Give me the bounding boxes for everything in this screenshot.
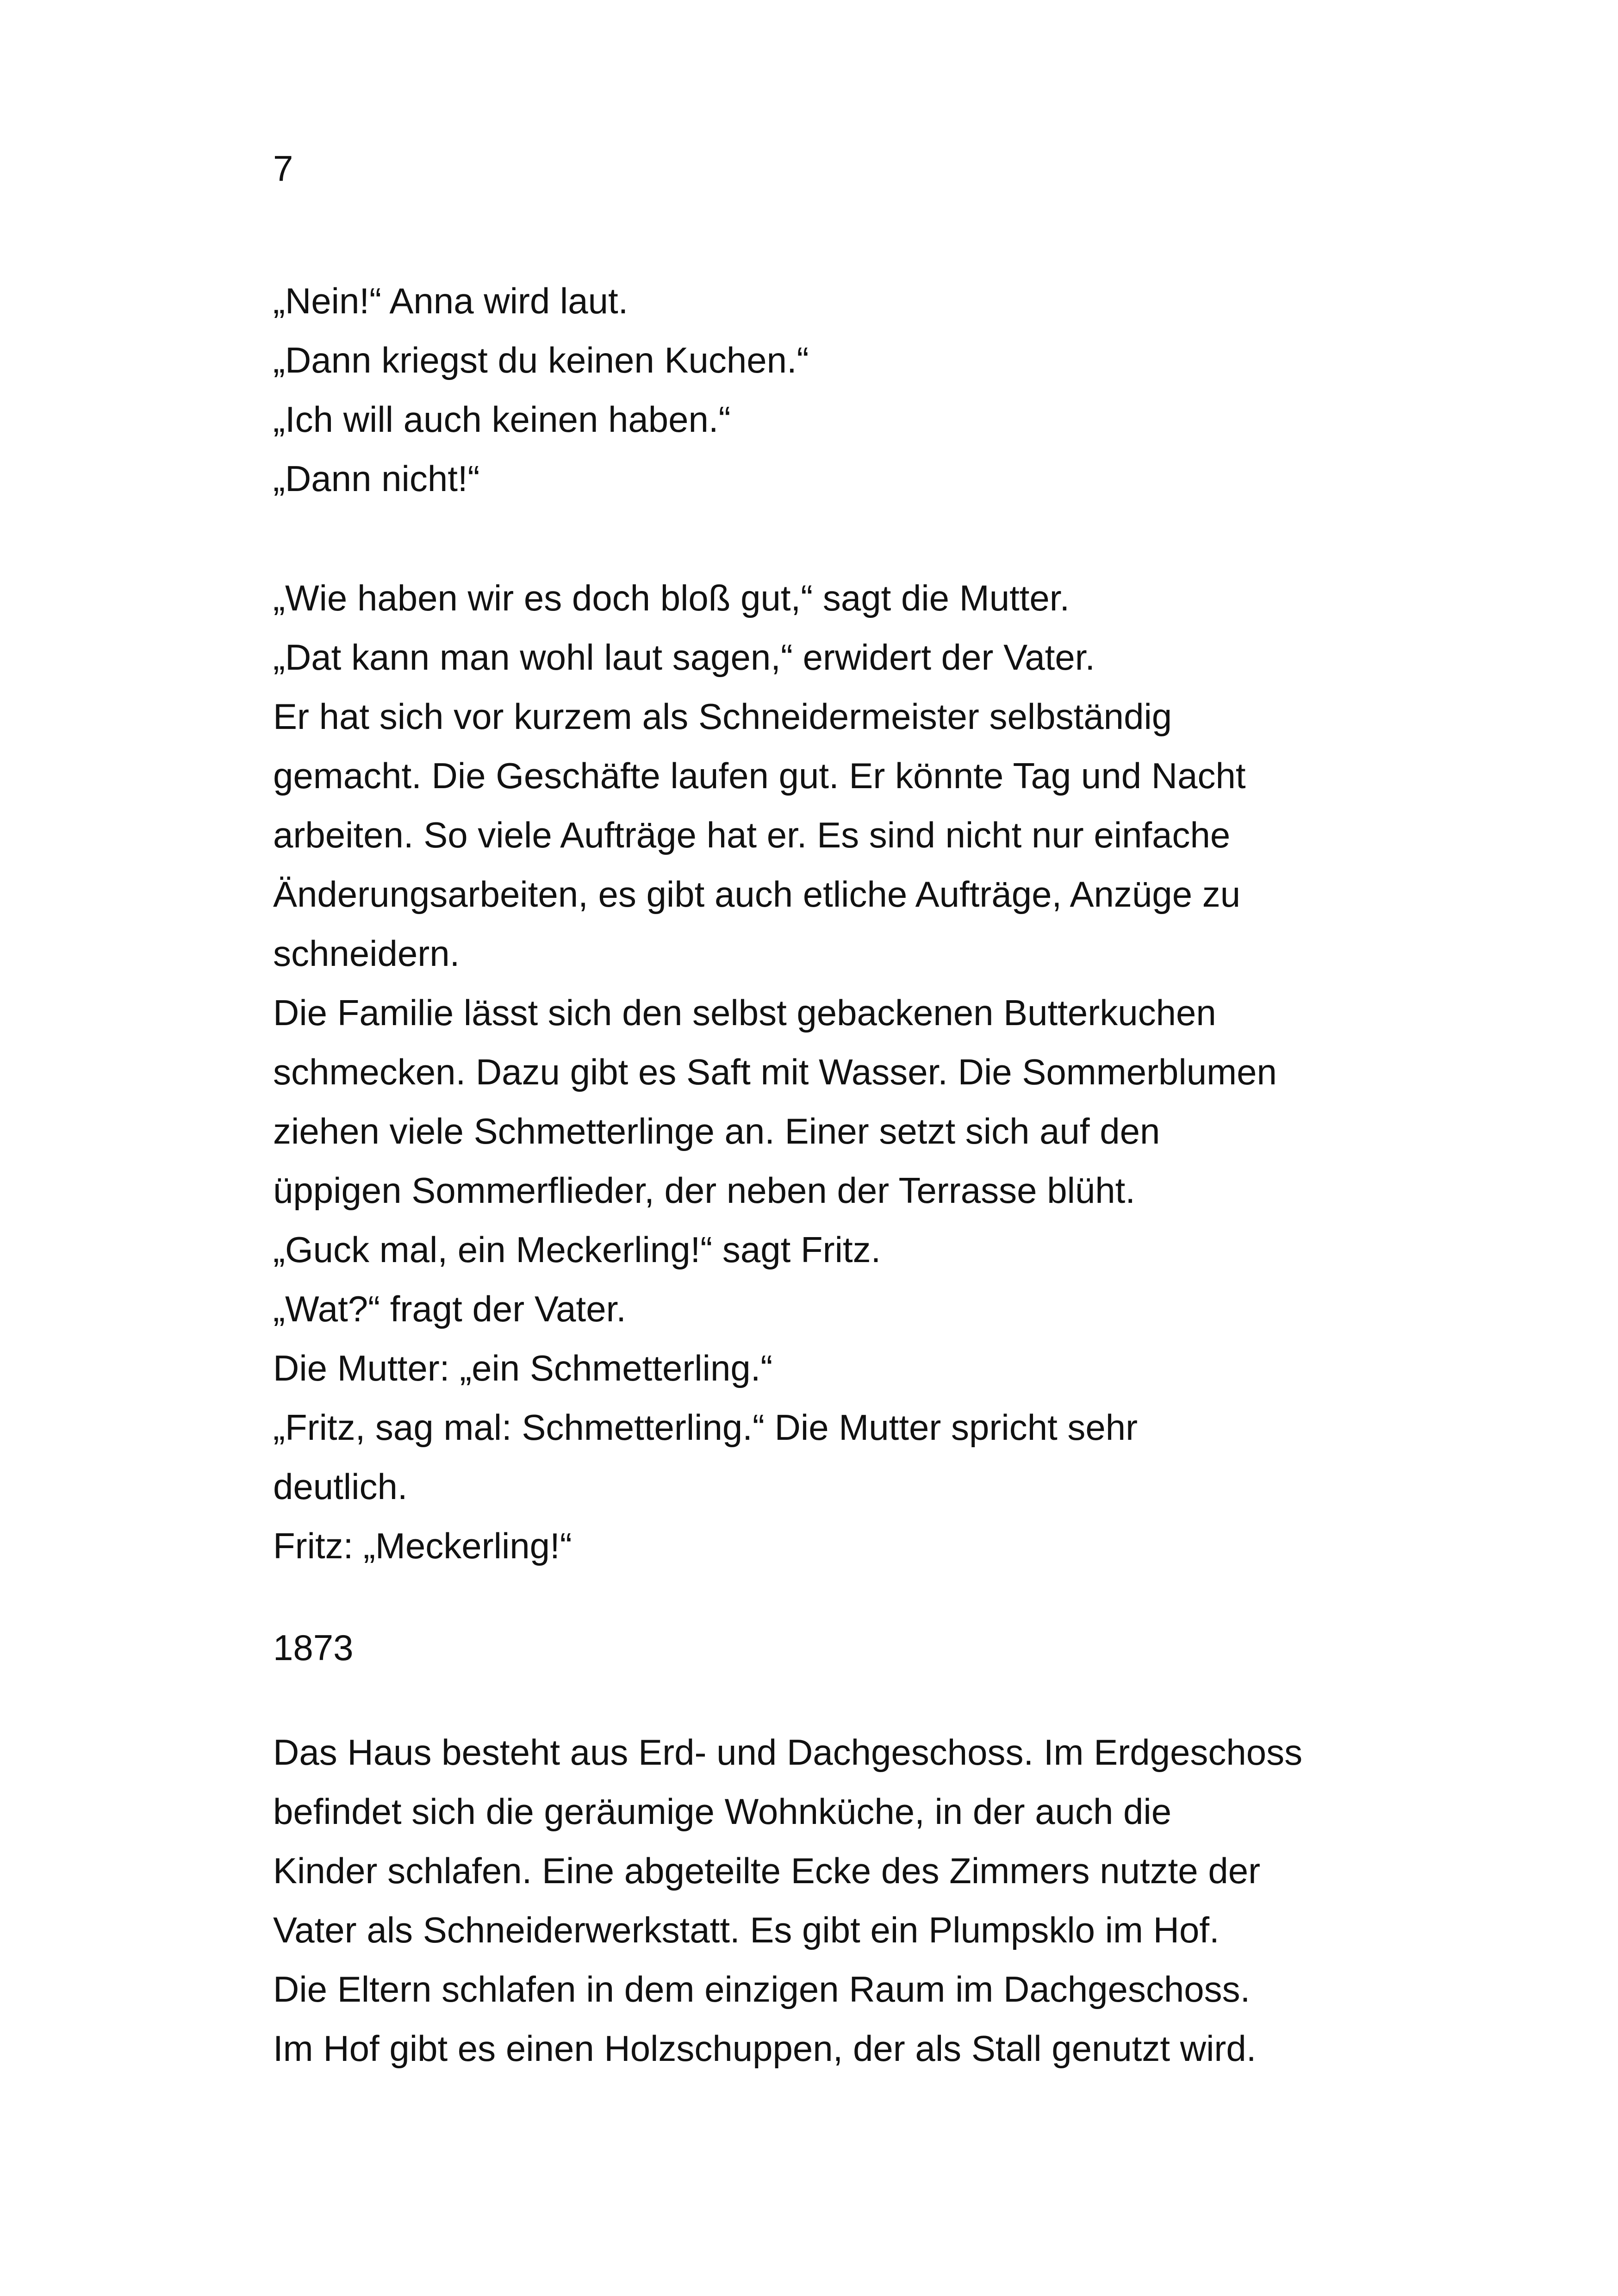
house-paragraph: [273, 1723, 1393, 2078]
text-line: gemacht. Die Geschäfte laufen gut. Er könnte Tag und Nacht: [273, 755, 1246, 796]
text-line: ziehen viele Schmetterlinge an. Einer setzt sich auf den: [273, 1111, 1160, 1151]
text-line: Die Familie lässt sich den selbst gebackenen Butterkuchen: [273, 992, 1216, 1033]
text-line: „Dat kann man wohl laut sagen,“ erwidert der Vater.: [273, 637, 1095, 678]
text-line: befindet sich die geräumige Wohnküche, in der auch die: [273, 1791, 1172, 1832]
text-line: Die Mutter: „ein Schmetterling.“: [273, 1348, 773, 1388]
text-line: Vater als Schneiderwerkstatt. Es gibt ein Plumpsklo im Hof.: [273, 1910, 1220, 1950]
year-text: 1873: [273, 1627, 354, 1668]
text-line: Im Hof gibt es einen Holzschuppen, der als Stall genutzt wird.: [273, 2028, 1257, 2069]
text-line: üppigen Sommerflieder, der neben der Terrasse blüht.: [273, 1170, 1136, 1211]
text-line: schmecken. Dazu gibt es Saft mit Wasser. Die Sommerblumen: [273, 1052, 1277, 1092]
story-paragraph: [273, 568, 1393, 1575]
text-line: „Wat?“ fragt der Vater.: [273, 1288, 626, 1329]
page-number: 7: [273, 148, 293, 189]
text-line: Änderungsarbeiten, es gibt auch etliche Aufträge, Anzüge zu: [273, 874, 1241, 915]
text-line: Fritz: „Meckerling!“: [273, 1525, 572, 1566]
text-line: „Fritz, sag mal: Schmetterling.“ Die Mutter spricht sehr: [273, 1407, 1138, 1448]
text-line: arbeiten. So viele Aufträge hat er. Es sind nicht nur einfache: [273, 815, 1231, 855]
text-line: „Dann nicht!“: [273, 458, 480, 499]
text-line: Das Haus besteht aus Erd- und Dachgeschoss. Im Erdgeschoss: [273, 1732, 1303, 1773]
text-line: Die Eltern schlafen in dem einzigen Raum im Dachgeschoss.: [273, 1969, 1251, 2010]
text-line: „Wie haben wir es doch bloß gut,“ sagt die Mutter.: [273, 578, 1070, 618]
text-line: „Ich will auch keinen haben.“: [273, 399, 731, 440]
text-line: schneidern.: [273, 933, 460, 974]
dialog-paragraph: [273, 271, 1393, 508]
text-line: „Nein!“ Anna wird laut.: [273, 280, 629, 321]
year-heading: [273, 1618, 1393, 1677]
text-line: „Dann kriegst du keinen Kuchen.“: [273, 340, 809, 380]
text-line: deutlich.: [273, 1466, 408, 1507]
text-line: „Guck mal, ein Meckerling!“ sagt Fritz.: [273, 1229, 881, 1270]
text-line: Er hat sich vor kurzem als Schneidermeister selbständig: [273, 696, 1172, 737]
text-line: Kinder schlafen. Eine abgeteilte Ecke des Zimmers nutzte der: [273, 1850, 1261, 1891]
